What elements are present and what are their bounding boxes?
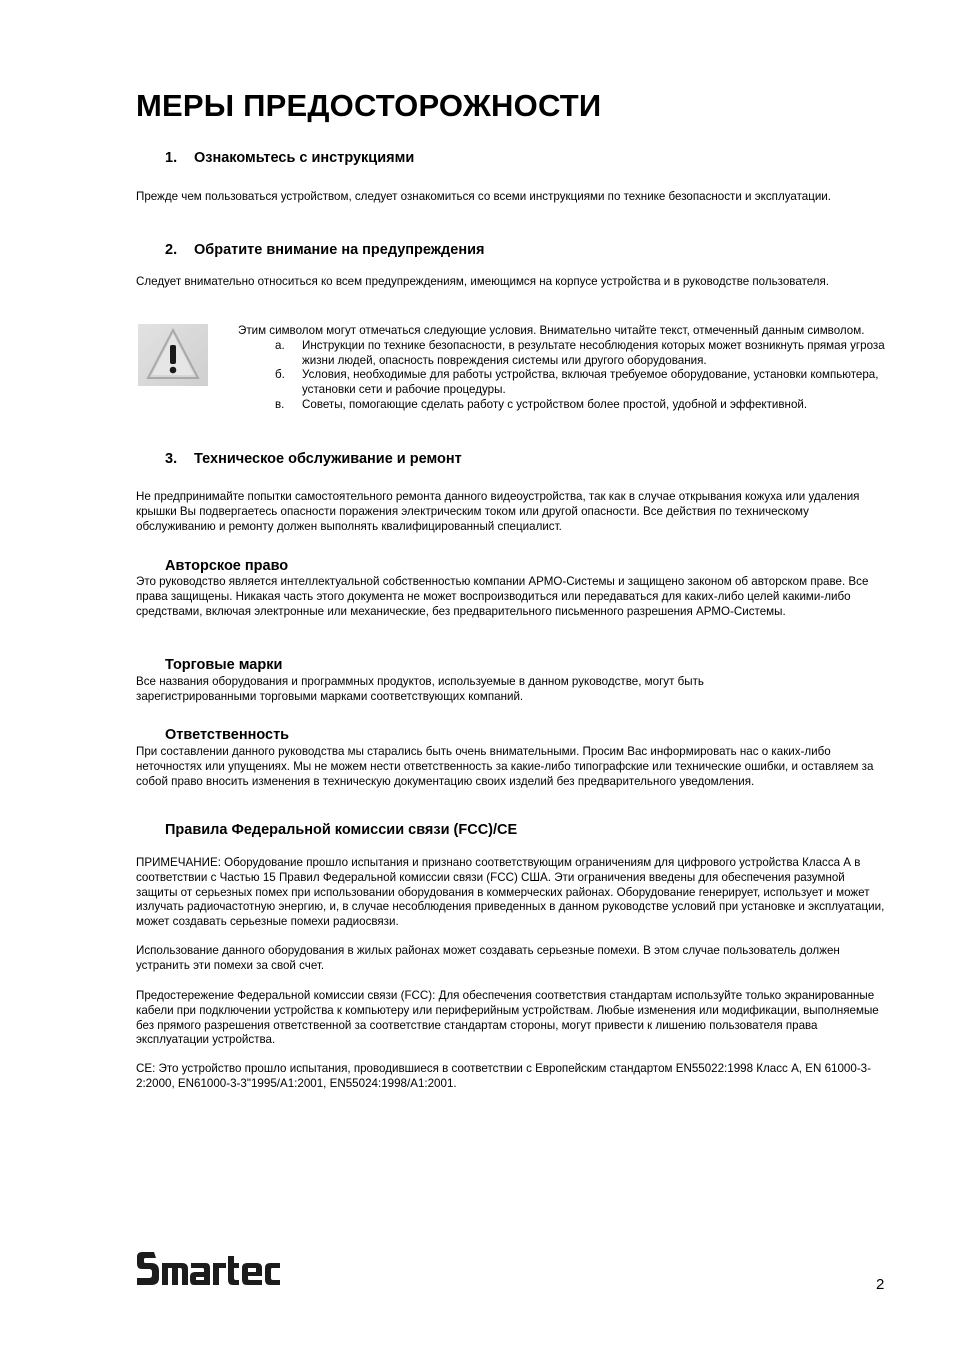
list-marker: а. <box>275 338 285 352</box>
fcc-residential-paragraph: Использование данного оборудования в жилых районах может создавать серьезные помехи. В этом случае пользователь должен устранить эти помехи за свой счет. <box>136 944 840 972</box>
list-marker: б. <box>275 368 285 382</box>
liability-text: При составлении данного руководства мы старались быть очень внимательными. Просим Вас информировать нас о каких-либо неточностях или упущениях. Мы не можем нести ответственность за какие-либо типографские или технические ошибки, и оставляем за собой право вносить изменения в техническую документацию своих изделий без предварительного уведомления. <box>136 745 874 788</box>
warning-list-item <box>275 339 888 369</box>
section-1-number: 1. <box>165 150 178 166</box>
warning-description <box>238 324 888 413</box>
section-2-number: 2. <box>165 242 178 258</box>
list-text: Условия, необходимые для работы устройства, включая требуемое оборудование, установки компьютера, установки сети и рабочие процедуры. <box>302 368 879 397</box>
liability-heading: Ответственность <box>165 727 290 743</box>
section-3-title: Техническое обслуживание и ремонт <box>194 451 462 467</box>
copyright-heading: Авторское право <box>165 558 289 574</box>
warning-intro: Этим символом могут отмечаться следующие условия. Внимательно читайте текст, отмеченный данным символом. <box>238 324 865 337</box>
copyright-text: Это руководство является интеллектуальной собственностью компании АРМО-Системы и защищено законом об авторском праве. Все права защищены. Никакая часть этого документа не может воспроизводиться или передаваться для каких-либо целей какими-либо средствами, включая электронные или механические, без предварительного письменного разрешения АРМО-Системы. <box>136 575 869 618</box>
list-marker: в. <box>275 397 285 411</box>
page-title: МЕРЫ ПРЕДОСТОРОЖНОСТИ <box>136 88 602 123</box>
section-3-number: 3. <box>165 451 178 467</box>
section-2-text: Следует внимательно относиться ко всем предупреждениям, имеющимся на корпусе устройства и в руководстве пользователя. <box>136 275 830 288</box>
smartec-logo <box>136 1246 281 1297</box>
warning-icon <box>138 324 208 386</box>
trademarks-text: Все названия оборудования и программных продуктов, используемые в данном руководстве, могут быть зарегистрированными торговыми марками соответствующих компаний. <box>136 675 704 703</box>
section-2-title: Обратите внимание на предупреждения <box>194 242 485 258</box>
list-text: Советы, помогающие сделать работу с устройством более простой, удобной и эффективной. <box>302 397 808 411</box>
section-3-heading <box>165 451 462 467</box>
section-1-title: Ознакомьтесь с инструкциями <box>194 150 415 166</box>
page-number: 2 <box>876 1276 885 1293</box>
section-1-text: Прежде чем пользоваться устройством, следует ознакомиться со всеми инструкциями по технике безопасности и эксплуатации. <box>136 190 832 203</box>
warning-list-item <box>275 368 888 398</box>
list-text: Инструкции по технике безопасности, в результате несоблюдения которых может возникнуть прямая угроза жизни людей, опасность повреждения системы или другого оборудования. <box>302 338 885 367</box>
section-3-text: Не предпринимайте попытки самостоятельного ремонта данного видеоустройства, так как в случае открывания кожуха или удаления крышки Вы подвергаетесь опасности поражения электрическим током или другой опасности. Все действия по техническому обслуживанию и ремонту должен выполнять квалифицированный специалист. <box>136 490 860 533</box>
fcc-note-paragraph: ПРИМЕЧАНИЕ: Оборудование прошло испытания и признано соответствующим ограничениям для цифрового устройства Класса А в соответствии с Частью 15 Правил Федеральной комиссии связи (FCC) США. Эти ограничения введены для обеспечения разумной защиты от серьезных помех при использовании оборудования в коммерческих районах. Оборудование генерирует, использует и может излучать радиочастотную энергию, и, в случае несоблюдения приведенных в данном руководстве условий при установке и эксплуатации, может создавать серьезные помехи радиосвязи. <box>136 856 885 929</box>
section-2-heading <box>165 242 484 258</box>
trademarks-heading: Торговые марки <box>165 657 283 673</box>
fcc-warning-paragraph: Предостережение Федеральной комиссии связи (FCC): Для обеспечения соответствия стандартам используйте только экранированные кабели при подключении устройства к компьютеру или периферийным устройствам. Любые изменения или модификации, выполняемые без прямого разрешения ответственной за соответствие стандартам стороны, могут привести к лишению пользователя права эксплуатации устройства. <box>136 989 879 1047</box>
warning-list-item <box>275 398 888 413</box>
fcc-heading: Правила Федеральной комиссии связи (FCC)/CE <box>165 822 518 838</box>
section-1-heading <box>165 150 414 166</box>
ce-paragraph: CE: Это устройство прошло испытания, проводившиеся в соответствии с Европейским стандартом EN55022:1998 Класс A, EN 61000-3-2:2000, EN61000-3-3"1995/A1:2001, EN55024:1998/A1:2001. <box>136 1062 871 1090</box>
